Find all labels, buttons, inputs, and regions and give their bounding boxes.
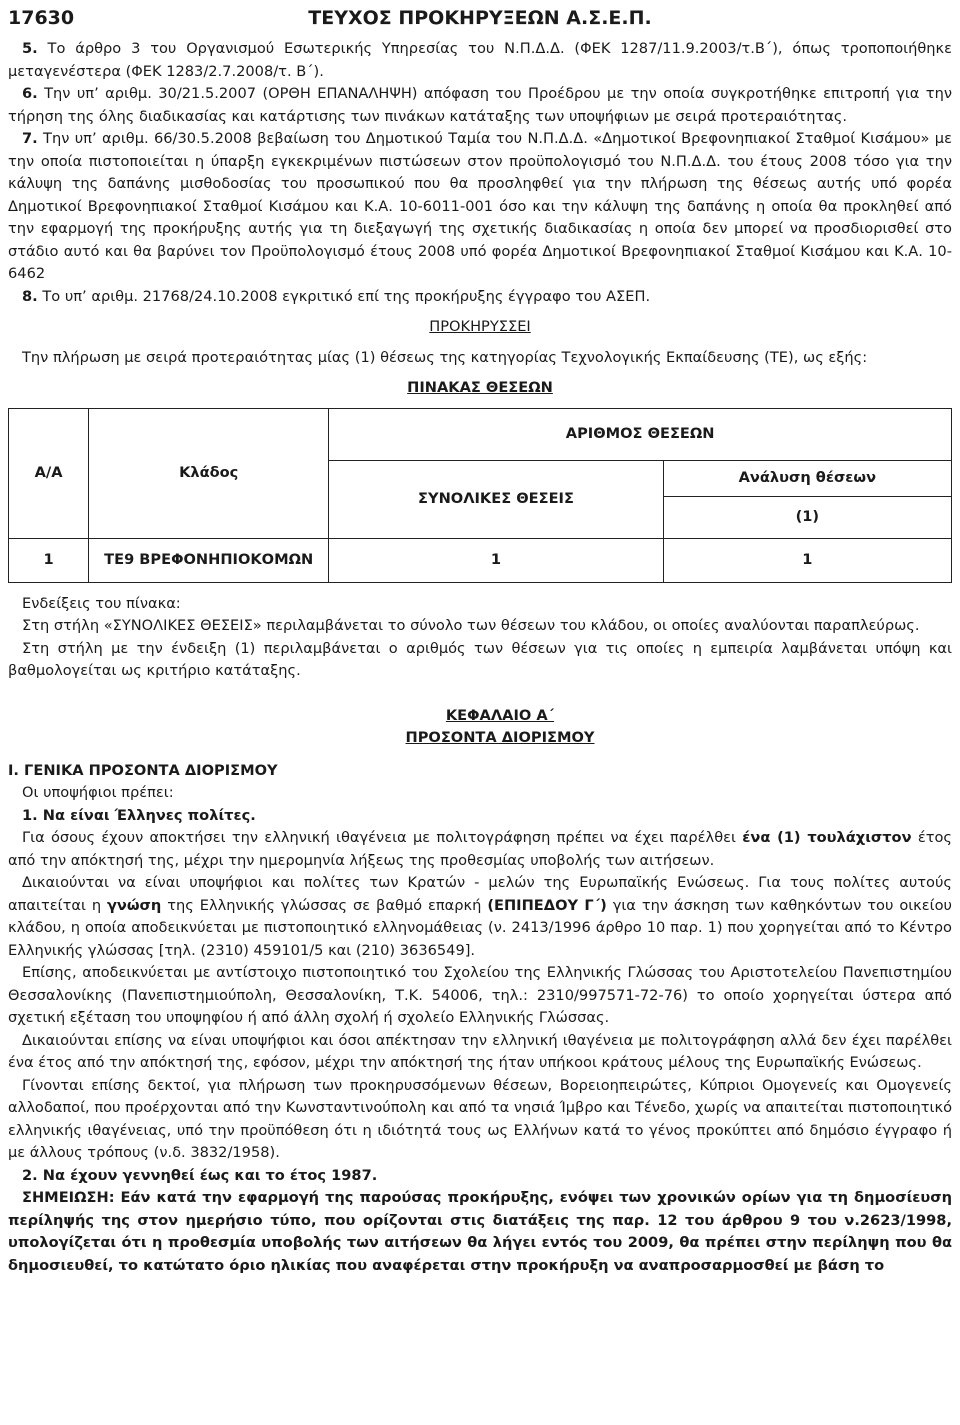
note-2: Στη στήλη με την ένδειξη (1) περιλαμβάνεται ο αριθμός των θέσεων για τις οποίες η εμπειρία λαμβάνεται υπόψη και βαθμολογείται ως κριτήριο κατάταξης. (8, 639, 952, 679)
proclaim-text: Την πλήρωση με σειρά προτεραιότητας μίας (1) θέσεως της κατηγορίας Τεχνολογικής Εκπαίδευσης (ΤΕ), ως εξής: (22, 348, 868, 366)
paragraph-2-text-d: (ΕΠΙΠΕΔΟΥ Γ΄) (487, 896, 607, 914)
header-total: ΣΥΝΟΛΙΚΕΣ ΘΕΣΕΙΣ (329, 460, 663, 538)
section-1-heading: Ι. ΓΕΝΙΚΑ ΠΡΟΣΟΝΤΑ ΔΙΟΡΙΣΜΟΥ (8, 761, 278, 779)
spacer (8, 583, 952, 593)
page-header (8, 0, 952, 36)
cell-aa: 1 (9, 538, 89, 582)
notes-heading: Ενδείξεις του πίνακα: (22, 594, 181, 612)
header-positions: ΑΡΙΘΜΟΣ ΘΕΣΕΩΝ (329, 408, 952, 460)
item-6 (8, 83, 952, 128)
paragraph-2-text-b: γνώση (106, 896, 162, 914)
cell-total: 1 (329, 538, 663, 582)
item-8-number: 8. (22, 287, 38, 305)
paragraph-3: Επίσης, αποδεικνύεται με αντίστοιχο πιστοποιητικό του Σχολείου της Ελληνικής Γλώσσας του Αριστοτελείου Πανεπιστημίου Θεσσαλονίκης (Πανεπιστημιούπολη, Θεσσαλονίκη, Τ.Κ. 54006, τηλ.: 2310/997571-72-76) το οποίο χορηγείται ύστερα από σχετική εξέταση του υποψηφίου ή από άλλη σχολή ή σχολείο Ελληνικής Γλώσσας. (8, 964, 952, 1026)
paragraph-1 (8, 827, 952, 872)
header-analysis: Ανάλυση θέσεων (663, 460, 951, 496)
document-body (8, 38, 952, 1277)
note-1: Στη στήλη «ΣΥΝΟΛΙΚΕΣ ΘΕΣΕΙΣ» περιλαμβάνεται το σύνολο των θέσεων του κλάδου, οι οποίες αναλύονται παραπλεύρως. (22, 617, 920, 634)
paragraph-2 (8, 872, 952, 962)
requirement-2: 2. Να έχουν γεννηθεί έως και το έτος 1987. (22, 1166, 378, 1184)
table-title: ΠΙΝΑΚΑΣ ΘΕΣΕΩΝ (407, 379, 553, 396)
paragraph-2-text-e: για την άσκηση των καθηκόντων του οικείου κλάδου, η οποία αποδεικνύεται με πιστοποιητικό ελληνομάθειας (ν. 2413/1996 άρθρο 10 παρ. 1) που χορηγείται από το Κέντρο Ελληνικής γλώσσας [τηλ. (2310) 459101/5 και (210) 3636549]. (8, 896, 952, 959)
item-8-text: Το υπ’ αριθμ. 21768/24.10.2008 εγκριτικό επί της προκήρυξης έγγραφο του ΑΣΕΠ. (37, 287, 651, 305)
item-7-text: Την υπ’ αριθμ. 66/30.5.2008 βεβαίωση του Δημοτικού Ταμία του Ν.Π.Δ.Δ. «Δημοτικοί Βρεφονηπιακοί Σταθμοί Κισάμου» με την οποία πιστοποιείται η ύπαρξη εγκεκριμένων πιστώσεων στον προϋπολογισμό του Ν.Π.Δ.Δ. του έτους 2008 τόσο για την κάλυψη της δαπάνης μισθοδοσίας του προσωπικού που θα προσληφθεί για την πλήρωση της θέσεως αυτής υπό φορέα Δημοτικοί Βρεφονηπιακοί Σταθμοί Κισάμου και Κ.Α. 10-6011-001 όσο και την κάλυψη της δαπάνης η οποία θα προκληθεί από την εφαρμογή της προκήρυξης αυτής για τη διεξαγωγή της σχετικής διαδικασίας η οποία δεν μπορεί να προσδιορισθεί στο στάδιο αυτό και θα βαρύνει τον Προϋπολογισμό έτους 2008 υπό φορέα Δημοτικοί Βρεφονηπιακοί Σταθμοί Κισάμου και Κ.Α. 10-6462 (8, 130, 952, 282)
publication-title: ΤΕΥΧΟΣ ΠΡΟΚΗΡΥΞΕΩΝ Α.Σ.Ε.Π. (308, 7, 652, 29)
paragraph-1-text-a: Για όσους έχουν αποκτήσει την ελληνική ιθαγένεια με πολιτογράφηση πρέπει να έχει παρέλθει (22, 829, 743, 846)
page-number: 17630 (8, 7, 75, 29)
note-paragraph: ΣΗΜΕΙΩΣΗ: Εάν κατά την εφαρμογή της παρούσας προκήρυξης, ενόψει των χρονικών ορίων για τη δημοσίευση περίληψής της στον ημερήσιο τύπο, που ορίζονται στις διατάξεις της παρ. 12 του άρθρου 9 του ν.2623/1998, υπολογίζεται ότι η προθεσμία υποβολής των αιτήσεων θα λήγει εντός του 2009, θα πρέπει στην περίληψη που θα δημοσιευθεί, το κατώτατο όριο ηλικίας που αναφέρεται στην προκήρυξη να αναπροσαρμοσθεί με βάση το (8, 1189, 952, 1274)
table-row (9, 538, 952, 582)
spacer (8, 683, 952, 705)
cell-analysis: 1 (663, 538, 951, 582)
header-klados: Κλάδος (89, 408, 329, 538)
paragraph-4: Δικαιούνται επίσης να είναι υποψήφιοι και όσοι απέκτησαν την ελληνική ιθαγένεια με πολιτογράφηση αλλά δεν έχει παρέλθει ένα έτος από την απόκτησή της, εφόσον, μέχρι την απόκτησή της ήταν υπήκοοι κράτους μέλους της Ευρωπαϊκής Ενώσεως. (8, 1031, 952, 1071)
paragraph-2-text-a: Δικαιούνται να είναι υποψήφιοι και πολίτες των Κρατών - μελών της Ευρωπαϊκής Ενώσεως. Για τους πολίτες αυτούς απαιτείται η (8, 874, 952, 914)
paragraph-1-text-b: ένα (1) τουλάχιστον (742, 829, 912, 846)
positions-table (8, 408, 952, 583)
item-5-number: 5. (22, 40, 38, 57)
item-7 (8, 128, 952, 286)
item-7-number: 7. (22, 130, 38, 147)
chapter-title: ΚΕΦΑΛΑΙΟ Α΄ (445, 706, 555, 724)
item-6-number: 6. (22, 85, 38, 102)
item-6-text: Την υπ’ αριθμ. 30/21.5.2007 (ΟΡΘΗ ΕΠΑΝΑΛΗΨΗ) απόφαση του Προέδρου με την οποία συγκροτήθηκε επιτροπή για την τήρηση της όλης διαδικασίας και κατάρτισης των πινάκων κατάταξης των υποψήφιων με σειρά προτεραιότητας. (8, 85, 952, 125)
cell-klados: ΤΕ9 ΒΡΕΦΟΝΗΠΙΟΚΟΜΩΝ (89, 538, 329, 582)
header-aa: Α/Α (9, 408, 89, 538)
proclaim-heading: ΠΡΟΚΗΡΥΣΣΕΙ (429, 318, 531, 335)
paragraph-1-text-c: έτος από την απόκτησή της, μέχρι την ημερομηνία λήξεως της προθεσμίας υποβολής των αιτήσεων. (8, 829, 953, 869)
section-1-intro: Οι υποψήφιοι πρέπει: (22, 784, 174, 801)
header-analysis-sub: (1) (663, 496, 951, 538)
item-5-text: Το άρθρο 3 του Οργανισμού Εσωτερικής Υπηρεσίας του Ν.Π.Δ.Δ. (ΦΕΚ 1287/11.9.2003/τ.Β΄), όπως τροποποιήθηκε μεταγενέστερα (ΦΕΚ 1283/2.7.2008/τ. Β΄). (8, 40, 952, 80)
item-5 (8, 38, 952, 83)
paragraph-2-text-c: της Ελληνικής γλώσσας σε βαθμό επαρκή (161, 896, 488, 914)
spacer (8, 750, 952, 760)
paragraph-5: Γίνονται επίσης δεκτοί, για πλήρωση των προκηρυσσόμενων θέσεων, Βορειοηπειρώτες, Κύπριοι Ομογενείς και Ομογενείς αλλοδαποί, που προέρχονται από την Κωνσταντινούπολη και από τα νησιά Ίμβρο και Τένεδο, χωρίς να απαιτείται πιστοποιητικό ελληνικής ιθαγένειας, υπό την προϋπόθεση ότι η ιδιότητά τους ως Ελλήνων κατά το γένος προκύπτει από δημόσιο έγγραφο ή με άλλους τρόπους (ν.δ. 3832/1958). (8, 1076, 952, 1161)
item-8 (8, 286, 952, 309)
requirement-1: 1. Να είναι Έλληνες πολίτες. (22, 806, 256, 824)
chapter-subtitle: ΠΡΟΣΟΝΤΑ ΔΙΟΡΙΣΜΟΥ (405, 729, 595, 746)
